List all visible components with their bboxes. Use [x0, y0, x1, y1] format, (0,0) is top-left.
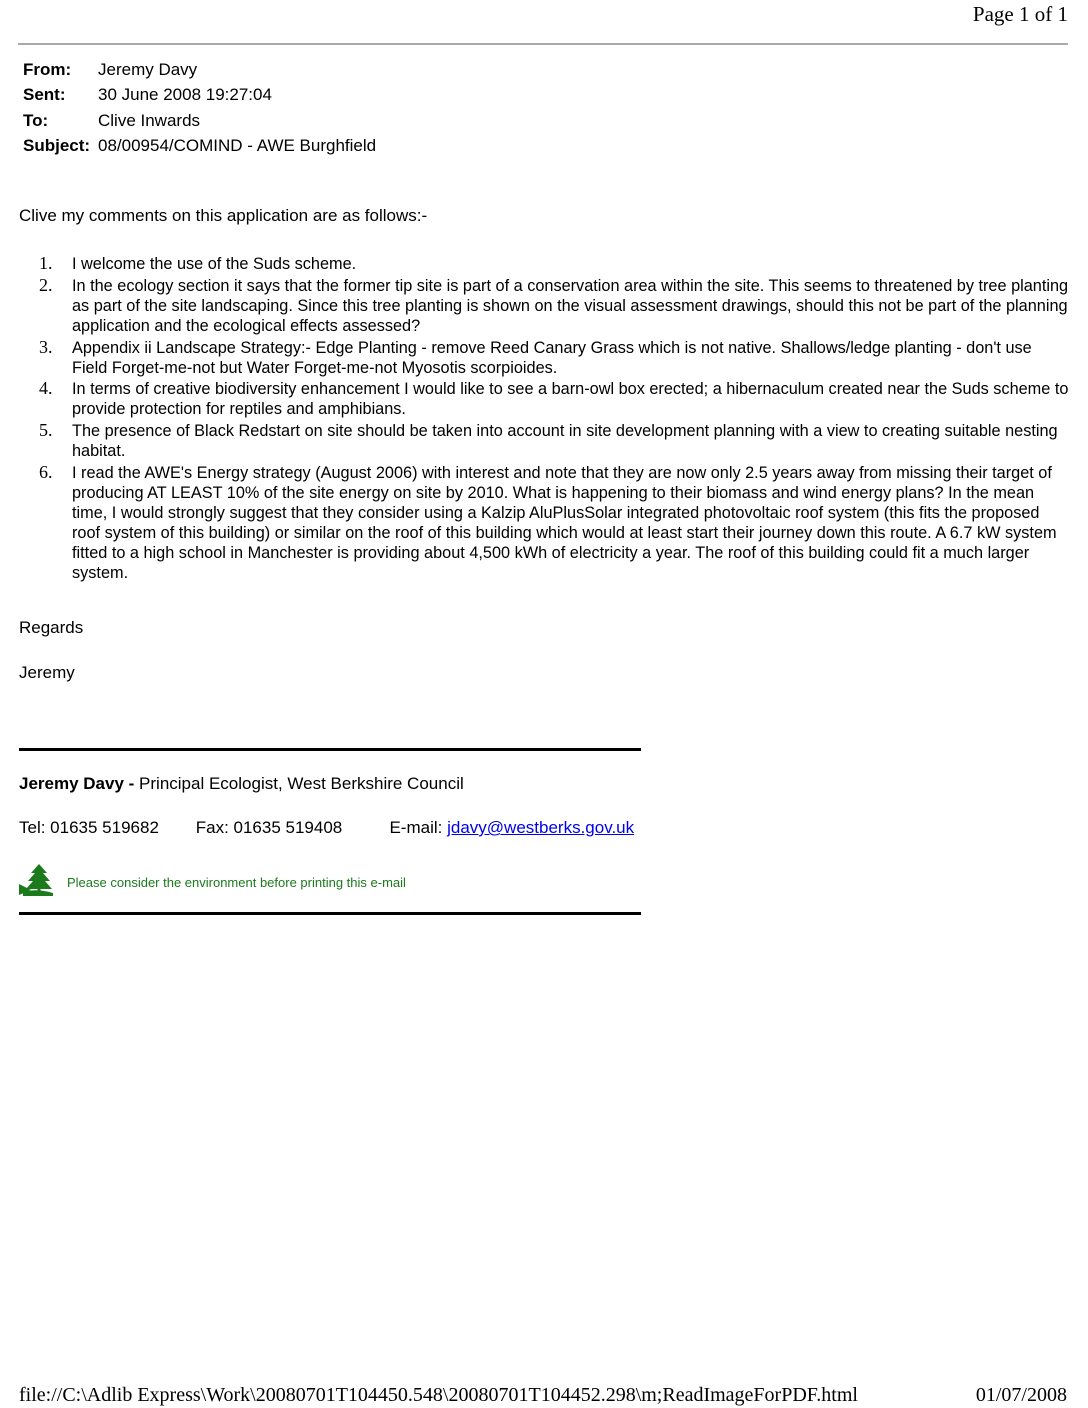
email-intro: Clive my comments on this application are as follows:-	[19, 206, 428, 225]
contact-line	[19, 818, 634, 838]
signature-name: Jeremy Davy -	[19, 774, 135, 793]
comment-item	[19, 274, 1069, 337]
subject-value: 08/00954/COMIND - AWE Burghfield	[98, 135, 377, 155]
footer-date: 01/07/2008	[975, 1384, 1067, 1406]
page-counter: Page 1 of 1	[972, 2, 1068, 26]
sent-label: Sent:	[23, 85, 66, 105]
signature-role: Principal Ecologist, West Berkshire Council	[139, 774, 464, 793]
comment-text: Appendix ii Landscape Strategy:- Edge Planting - remove Reed Canary Grass which is not native. Shallows/ledge planting - don't use Field Forget-me-not but Water Forget-me-not Myosotis scorpioides.	[72, 338, 1032, 377]
email-link[interactable]: jdavy@westberks.gov.uk	[447, 818, 635, 837]
header-row-sent	[23, 82, 376, 107]
subject-label: Subject:	[23, 135, 91, 155]
comment-item	[19, 422, 1069, 462]
closing-regards: Regards	[19, 618, 84, 637]
signature-divider-top	[19, 748, 641, 751]
telephone-number: Tel: 01635 519682	[19, 818, 159, 837]
comment-number: 6.	[39, 462, 53, 483]
comment-item	[19, 380, 1069, 420]
comment-number: 4.	[39, 378, 53, 399]
comment-number: 1.	[39, 253, 53, 273]
sent-value: 30 June 2008 19:27:04	[98, 85, 272, 105]
comment-text: The presence of Black Redstart on site should be taken into account in site development planning with a view to creating suitable nesting habitat.	[72, 422, 1058, 461]
top-divider	[18, 43, 1068, 45]
from-value: Jeremy Davy	[98, 60, 198, 79]
comment-number: 5.	[39, 420, 53, 441]
comment-text: In the ecology section it says that the former tip site is part of a conservation area within the site. This seems to threatened by tree planting as part of the site landscaping. Since this tree planting is shown on the visual assessment drawings, should this not be part of the planning application and the ecological effects assessed?	[72, 276, 1069, 335]
email-label: E-mail:	[389, 818, 443, 837]
comment-text: In terms of creative biodiversity enhancement I would like to see a barn-owl box erected; a hibernaculum created near the Suds scheme to provide protection for reptiles and amphibians.	[72, 380, 1069, 419]
comment-text: I read the AWE's Energy strategy (August 2006) with interest and note that they are now only 2.5 years away from missing their target of producing AT LEAST 10% of the site energy on site by 2010. What is happening to their biomass and wind energy plans? In the mean time, I would strongly suggest that they consider using a Kalzip AluPlusSolar integrated photovoltaic roof system (this fits the proposed roof system of this building) or similar on the roof of this building which would at least start their journey down this route. A 6.7 kW system fitted to a high school in Manchester is providing about 4,500 kWh of electricity a year. The roof of this building could fit a much larger system.	[72, 464, 1057, 582]
comment-number: 3.	[39, 336, 53, 357]
comment-number: 2.	[39, 274, 53, 295]
email-header	[23, 57, 376, 158]
signoff-name: Jeremy	[19, 663, 75, 682]
header-row-subject	[23, 133, 376, 158]
to-value: Clive Inwards	[98, 110, 201, 130]
header-row-to	[23, 108, 376, 133]
environment-notice: Please consider the environment before printing this e-mail	[67, 875, 406, 890]
comment-item	[19, 336, 1069, 379]
fax-number: Fax: 01635 519408	[195, 818, 343, 837]
to-label: To:	[23, 110, 49, 130]
header-row-from	[23, 57, 376, 82]
comment-item	[19, 255, 1069, 275]
footer-file-path: file://C:\Adlib Express\Work\20080701T104450.548\20080701T104452.298\m;ReadImageForPDF.html	[19, 1384, 858, 1406]
comment-text: I welcome the use of the Suds scheme.	[72, 255, 357, 273]
from-label: From:	[23, 60, 72, 79]
comment-item	[19, 464, 1069, 583]
signature-title-line	[19, 774, 464, 794]
signature-divider-bottom	[19, 912, 641, 915]
comment-list	[19, 255, 1069, 586]
tree-icon	[19, 862, 53, 896]
